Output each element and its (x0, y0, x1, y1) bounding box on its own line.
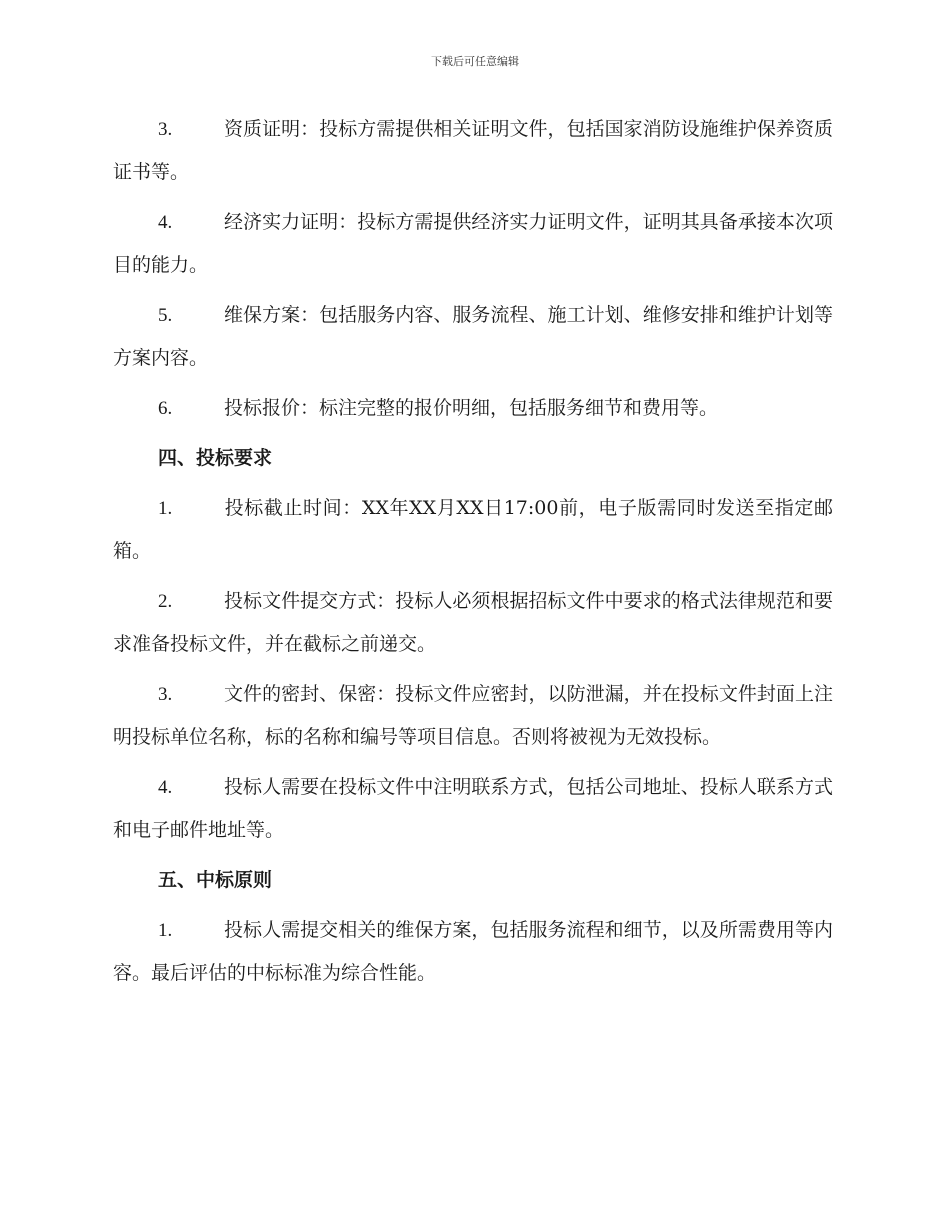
list-item (113, 673, 833, 759)
item-number: 3. (158, 684, 173, 705)
item-text: 资质证明：投标方需提供相关证明文件，包括国家消防设施维护保养资质证书等。 (113, 118, 833, 183)
item-number: 5. (158, 305, 173, 326)
list-item (113, 766, 833, 852)
list-item (113, 487, 833, 573)
item-text: 投标人需要在投标文件中注明联系方式，包括公司地址、投标人联系方式和电子邮件地址等。 (113, 776, 833, 841)
section-heading: 五、中标原则 (158, 869, 273, 891)
item-text: 文件的密封、保密：投标文件应密封，以防泄漏，并在投标文件封面上注明投标单位名称，标的名称和编号等项目信息。否则将被视为无效投标。 (113, 683, 833, 748)
item-number: 1. (158, 498, 173, 519)
list-item (113, 201, 833, 287)
item-number: 4. (158, 212, 173, 233)
item-number: 1. (158, 920, 173, 941)
item-number: 2. (158, 591, 173, 612)
list-item (113, 108, 833, 194)
item-number: 3. (158, 119, 173, 140)
item-number: 4. (158, 777, 173, 798)
item-text: 投标人需提交相关的维保方案，包括服务流程和细节，以及所需费用等内容。最后评估的中标标准为综合性能。 (113, 919, 833, 984)
item-text: 投标报价：标注完整的报价明细，包括服务细节和费用等。 (224, 397, 719, 419)
item-text: 经济实力证明：投标方需提供经济实力证明文件，证明其具备承接本次项目的能力。 (113, 211, 833, 276)
list-item (113, 909, 833, 995)
section-heading: 四、投标要求 (158, 447, 273, 469)
item-text: 投标文件提交方式：投标人必须根据招标文件中要求的格式法律规范和要求准备投标文件，并在截标之前递交。 (113, 590, 833, 655)
item-number: 6. (158, 398, 173, 419)
item-text: 投标截止时间：XX年XX月XX日17:00前，电子版需同时发送至指定邮箱。 (113, 497, 833, 562)
list-item (113, 387, 833, 430)
item-text: 维保方案：包括服务内容、服务流程、施工计划、维修安排和维护计划等方案内容。 (113, 304, 833, 369)
document-body (113, 108, 833, 1002)
list-item (113, 580, 833, 666)
list-item (113, 294, 833, 380)
page-header: 下载后可任意编辑 (431, 55, 519, 68)
